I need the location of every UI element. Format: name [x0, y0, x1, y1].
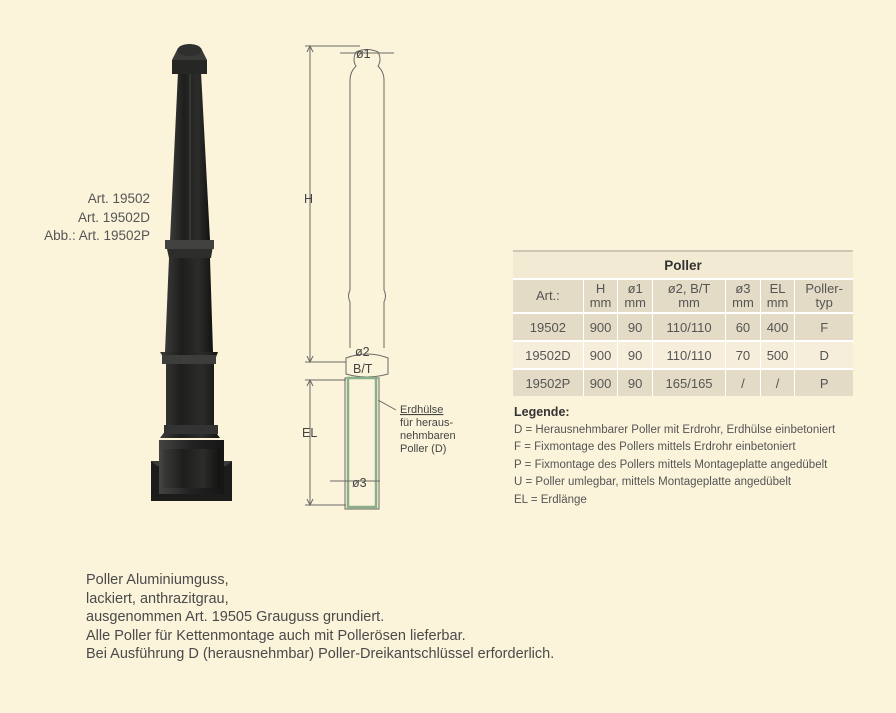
- legend-item: F = Fixmontage des Pollers mittels Erdrohr einbetoniert: [514, 441, 796, 453]
- header-art: Art.:: [513, 279, 583, 313]
- table-row: [513, 341, 853, 369]
- article-caption-line: Art. 19502: [87, 191, 150, 206]
- legend-item: EL = Erdlänge: [514, 493, 587, 506]
- cell: 110/110: [652, 341, 725, 369]
- cell: 110/110: [652, 313, 725, 341]
- cell: 165/165: [652, 369, 725, 396]
- sleeve-label-line: Erdhülse: [400, 404, 444, 416]
- cell: 60: [726, 313, 761, 341]
- article-caption-line: Art. 19502D: [77, 209, 150, 225]
- cell: 900: [583, 341, 618, 369]
- product-description: [86, 571, 554, 664]
- dim-d2-label: ø2: [355, 345, 370, 359]
- legend-item: P = Fixmontage des Pollers mittels Montageplatte angedübelt: [514, 458, 828, 471]
- dim-el-label: EL: [302, 426, 318, 440]
- header-d1: ø1 mm: [618, 279, 653, 313]
- description-line: Alle Poller für Kettenmontage auch mit Pollerösen lieferbar.: [86, 627, 466, 644]
- header-d2: ø2, B/T mm: [652, 279, 725, 313]
- cell: F: [795, 313, 853, 341]
- dim-bt-label: B/T: [353, 362, 373, 376]
- description-line: Poller Aluminiumguss,: [86, 572, 229, 588]
- article-caption-line: Abb.: Art. 19502P: [44, 228, 150, 243]
- sleeve-label-line: für heraus-: [400, 417, 454, 429]
- dim-d3-label: ø3: [352, 476, 367, 490]
- description-line: lackiert, anthrazitgrau,: [86, 590, 229, 607]
- legend-item: U = Poller umlegbar, mittels Montageplatte angedübelt: [514, 476, 792, 488]
- spec-table-header: [513, 279, 853, 313]
- cell: 900: [583, 369, 618, 396]
- bollard-photo: [151, 44, 232, 501]
- sleeve-label-line: nehmbaren: [400, 430, 456, 442]
- sleeve-label-line: Poller (D): [400, 443, 447, 455]
- spec-table: [513, 250, 853, 396]
- dim-h-label: H: [304, 192, 314, 206]
- legend: [514, 404, 835, 509]
- header-h: H mm: [583, 279, 618, 313]
- cell: 19502D: [513, 341, 583, 369]
- legend-item: D = Herausnehmbarer Poller mit Erdrohr, Erdhülse einbetoniert: [514, 423, 836, 436]
- cell: 90: [618, 369, 653, 396]
- cell: /: [726, 369, 761, 396]
- cell: 90: [618, 341, 653, 369]
- cell: 90: [618, 313, 653, 341]
- description-line: Bei Ausführung D (herausnehmbar) Poller-Dreikantschlüssel erforderlich.: [86, 646, 555, 662]
- dim-d1-label: ø1: [356, 47, 371, 61]
- cell: D: [795, 341, 853, 369]
- cell: 19502: [513, 313, 583, 341]
- description-line: ausgenommen Art. 19505 Grauguss grundiert.: [86, 609, 385, 625]
- legend-title: Legende:: [514, 405, 570, 419]
- header-el: EL mm: [760, 279, 795, 313]
- technical-drawing: [305, 46, 396, 509]
- table-row: [513, 313, 853, 341]
- cell: 70: [726, 341, 761, 369]
- cell: 900: [583, 313, 618, 341]
- spec-table-title: Poller: [513, 251, 853, 279]
- cell: 500: [760, 341, 795, 369]
- cell: P: [795, 369, 853, 396]
- table-row: [513, 369, 853, 396]
- header-type: Poller- typ: [795, 279, 853, 313]
- header-d3: ø3 mm: [726, 279, 761, 313]
- cell: 19502P: [513, 369, 583, 396]
- cell: 400: [760, 313, 795, 341]
- cell: /: [760, 369, 795, 396]
